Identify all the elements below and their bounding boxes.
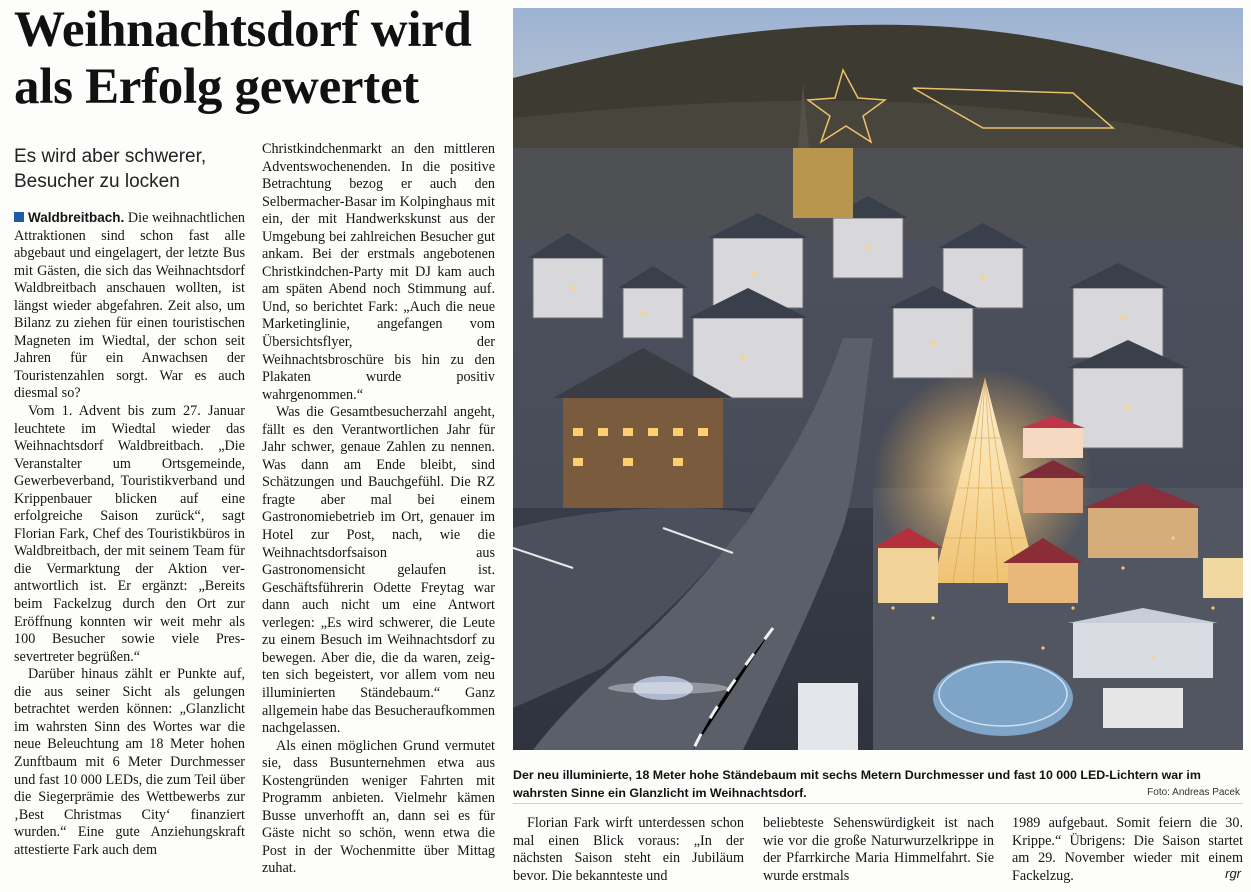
article-column-4 [763, 815, 994, 885]
caption-divider [513, 803, 1243, 804]
article-column-2 [262, 141, 495, 878]
article-column-1 [14, 209, 245, 859]
article-column-5 [1012, 815, 1243, 885]
photo-credit: Foto: Andreas Pacek [1147, 787, 1240, 798]
paragraph: Christkindchenmarkt an den mittleren Adventswochenenden. In die positive Betrachtung bezog er auch den Selbermacher-Basar im Kolpinghaus mit ein, der mit Handwerkskunst aus der Umgebung bei zahlreichen Besucher gut ankam. Bei der erstmals angebotenen Christkindchen-Party mit DJ kam auch am späten Abend noch Stimmung auf. Und, so berichtet Fark: „Auch die neue Marketinglinie, angefangen vom Übersichtsflyer, der Weihnachtsbroschüre bis hin zu den Plakaten wurde positiv wahrgenommen.“ [262, 141, 495, 403]
subheadline-line-2: Besucher zu locken [14, 171, 180, 192]
paragraph: Was die Gesamtbesucherzahl angeht, fällt es den Verantwortlichen Jahr für Jahr schwer, genaue Zahlen zu nennen. Was dann am Ende bleibt, sind Schätzungen und Bauchgefühl. Die RZ fragte aber mal bei einem Gastronomiebetrieb im Ort, genauer im Hotel zur Post, nach, wie die Weihnachtsdorfsaison aus Gastronomensicht gelaufen ist. Geschäftsführerin Odette Freytag war dann auch nicht um eine Antwort verlegen: „Es wird schwerer, die Leute zu einem Besuch im Weihnachtsdorf zu bewegen. Aber die, die da waren, zeigten sich begeistert, vor allem vom neu illuminierten Ständebaum.“ Ganz allgemein habe das Besucheraufkommen nachgelassen. [262, 404, 495, 737]
dateline-marker-icon [14, 212, 24, 222]
paragraph-text: Die weihnachtlichen Attraktionen sind schon fast alle abgebaut und eingelagert, der letzte Bus mit Gästen, die sich das Weihnachtsdorf Waldbreitbach anschauen wollten, ist längst wieder abgefahren. Zeit also, um Bilanz zu ziehen für einen touristischen Magneten im Wiedtal, der schon seit Jahren für ein Anwachsen der Touristenzahlen sorgt. War es auch diesmal so? [14, 210, 245, 402]
headline-line-1: Weihnachtsdorf wird [14, 2, 472, 58]
headline-line-2: als Erfolg gewertet [14, 59, 419, 115]
paragraph: Vom 1. Advent bis zum 27. Januar leuchtete im Wiedtal wieder das Weihnachtsdorf Waldbreitbach. „Die Veranstalter um Ortsgemeinde, Gewerbeverband, Touristikverband und Krippenbauer blicken auf eine erfolgreiche Saison zurück“, sagt Florian Fark, Chef des Touristikbüros in Waldbreitbach, der mit seinem Team für die Vermarktung der Aktion verantwortlich ist. Er ergänzt: „Bereits beim Fackelzug durch den Ort zur Eröffnung konnten wir weit mehr als 100 Besucher sowie viele Pressevertreter begrüßen.“ [14, 403, 245, 665]
paragraph: Als einen möglichen Grund vermutet sie, dass Busunternehmen etwa aus Kostengründen weniger Fahrten mit Programm anbieten. Vielmehr kämen Busse unverhofft an, dann sei es für Gäste nicht so schön, wenn etwa die Post in der Wochenmitte über Mittag zuhat. [262, 737, 495, 877]
author-signature: rgr [1225, 866, 1241, 881]
article-photo [513, 8, 1243, 750]
paragraph: Darüber hinaus zählt er Punkte auf, die aus seiner Sicht als gelungen betrachtet werden können: „Glanzlicht im wahrsten Sinn des Wortes war die neue Beleuchtung am 18 Meter hohen Zunftbaum mit 6 Meter Durchmesser und fast 10 000 LEDs, die zum Teil über die Siegerprämie des Wettbewerbs zur ‚Best Christmas City‘ finanziert wurden.“ Eine gute Anziehungskraft attestierte Fark auch dem [14, 666, 245, 858]
subheadline-line-1: Es wird aber schwerer, [14, 146, 207, 167]
village-night-photo-image [513, 8, 1243, 750]
article-column-3 [513, 815, 744, 885]
paragraph: 1989 aufgebaut. Somit feiern die 30. Krippe.“ Übrigens: Die Saison startet am 29. November wieder mit einem Fackelzug. [1012, 815, 1243, 884]
subheadline [14, 144, 254, 194]
lead-paragraph [14, 209, 245, 403]
paragraph: Florian Fark wirft unterdessen schon mal einen Blick voraus: „In der nächsten Saison steht ein Jubiläum bevor. Die bekannteste und [513, 815, 744, 884]
photo-caption: Der neu illuminierte, 18 Meter hohe Ständebaum mit sechs Metern Durchmesser und fast 10 000 LED-Lichtern war im wahrsten Sinne ein Glanzlicht im Weihnachtsdorf. [513, 768, 1201, 800]
paragraph: beliebteste Sehenswürdigkeit ist nach wie vor die große Naturwurzelkrippe in der Pfarrkirche Maria Himmelfahrt. Sie wurde erstmals [763, 815, 994, 884]
headline [14, 2, 504, 116]
dateline: Waldbreitbach. [28, 210, 125, 225]
